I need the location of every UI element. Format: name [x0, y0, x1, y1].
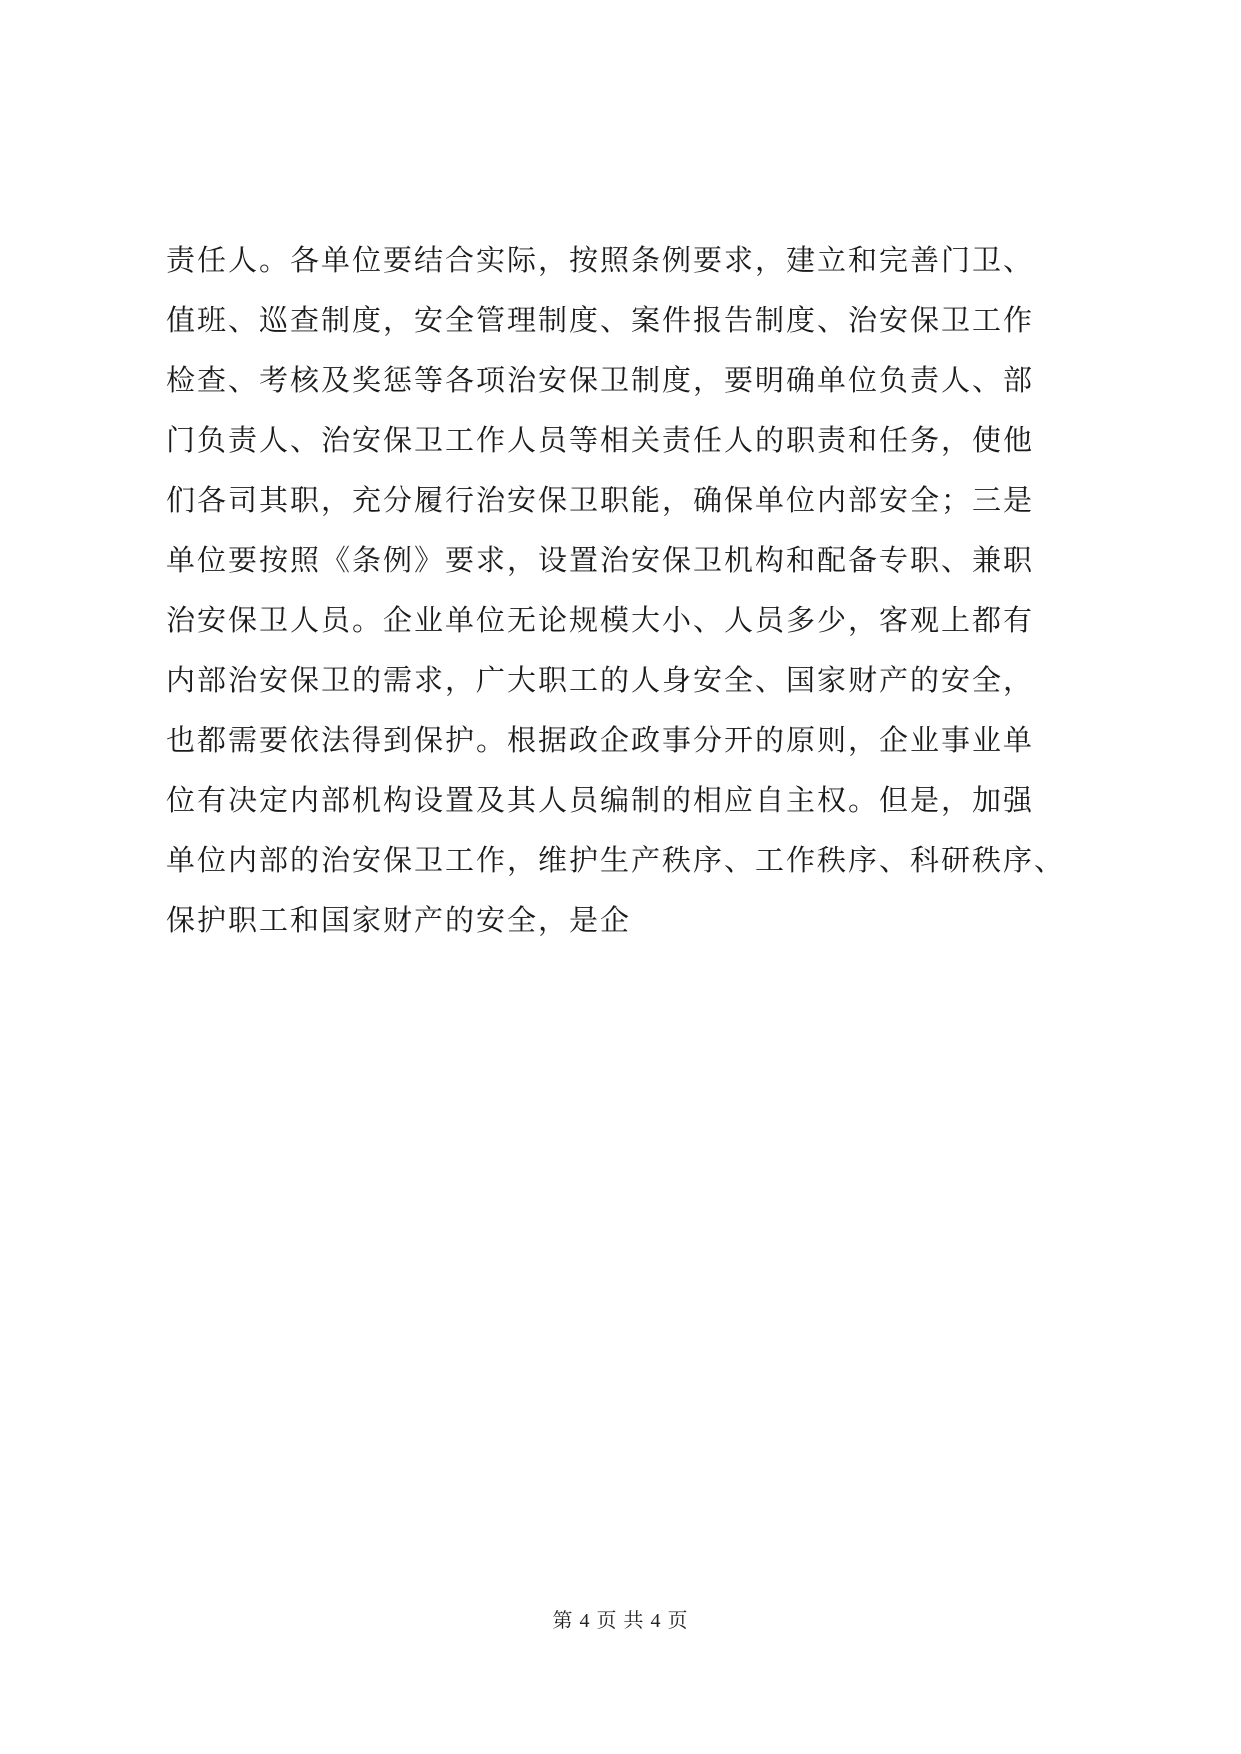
- text-line: 们各司其职，充分履行治安保卫职能，确保单位内部安全；三是: [166, 483, 1035, 517]
- body-text: [166, 230, 1086, 950]
- text-line: 保护职工和国家财产的安全，是企: [166, 903, 632, 937]
- page-number-footer: 第 4 页 共 4 页: [552, 1610, 689, 1632]
- text-line: 内部治安保卫的需求，广大职工的人身安全、国家财产的安全，: [166, 663, 1035, 697]
- text-line: 值班、巡查制度，安全管理制度、案件报告制度、治安保卫工作: [166, 303, 1035, 337]
- text-line: 也都需要依法得到保护。根据政企政事分开的原则，企业事业单: [166, 723, 1035, 757]
- text-line: 单位要按照《条例》要求，设置治安保卫机构和配备专职、兼职: [166, 543, 1035, 577]
- text-line: 责任人。各单位要结合实际，按照条例要求，建立和完善门卫、: [166, 243, 1035, 277]
- text-line: 检查、考核及奖惩等各项治安保卫制度，要明确单位负责人、部: [166, 363, 1035, 397]
- text-line: 门负责人、治安保卫工作人员等相关责任人的职责和任务，使他: [166, 423, 1035, 457]
- text-line: 位有决定内部机构设置及其人员编制的相应自主权。但是，加强: [166, 783, 1035, 817]
- text-line: 治安保卫人员。企业单位无论规模大小、人员多少，客观上都有: [166, 603, 1035, 637]
- text-line: 单位内部的治安保卫工作，维护生产秩序、工作秩序、科研秩序、: [166, 843, 1066, 877]
